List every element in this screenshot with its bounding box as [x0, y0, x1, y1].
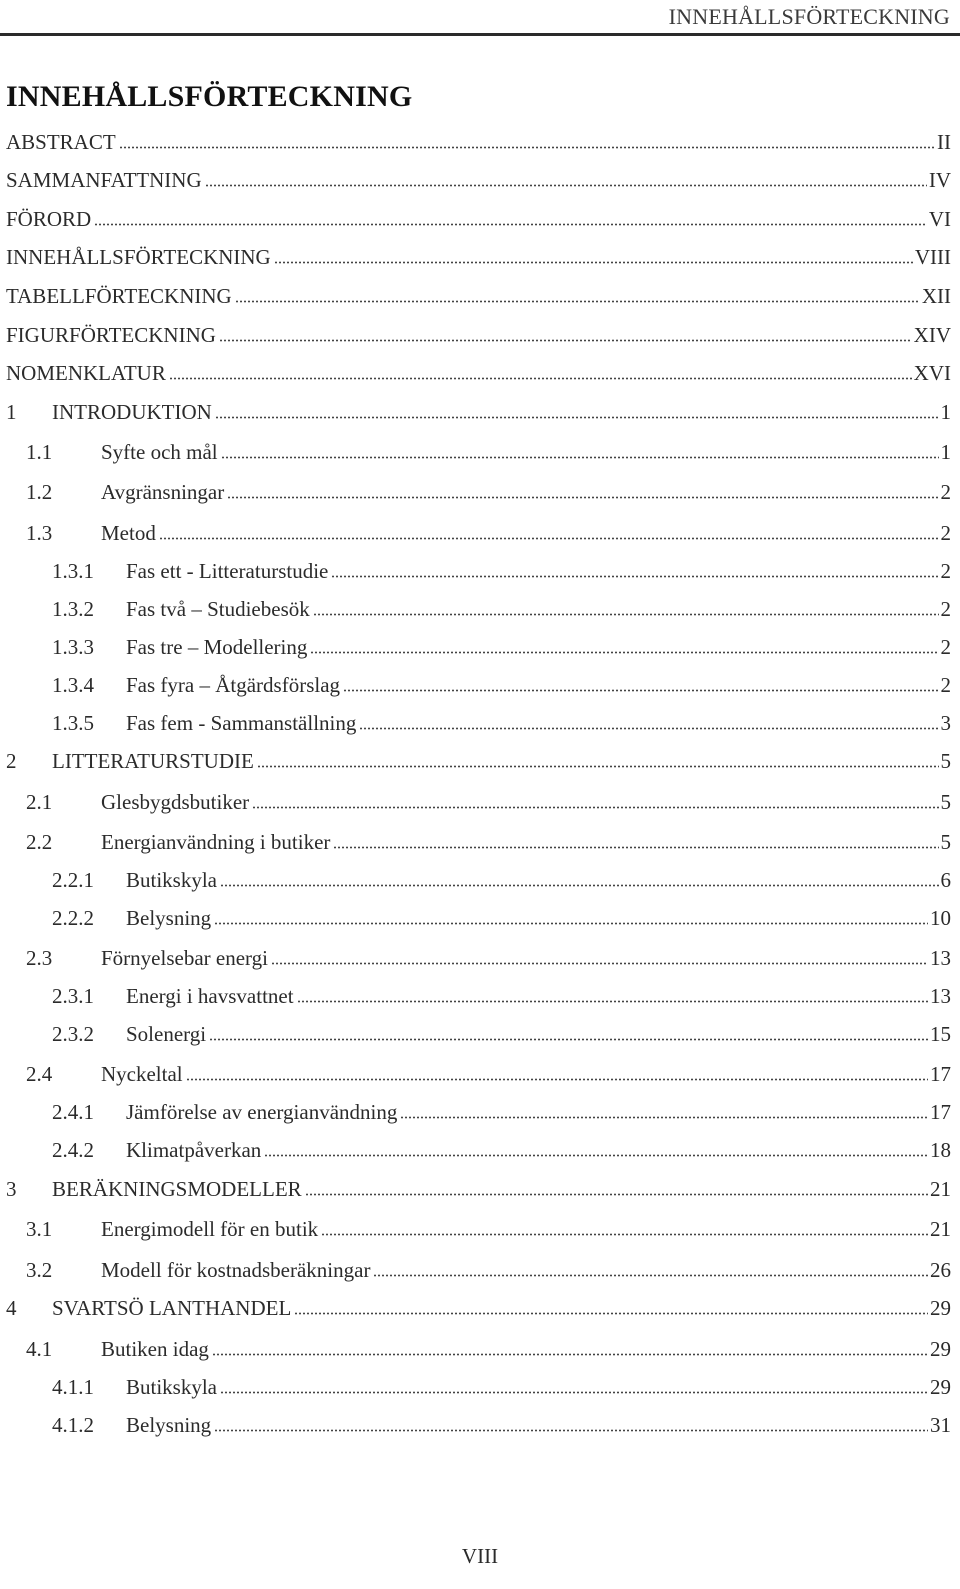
toc-entry-page: 21: [930, 1217, 951, 1242]
toc-entry-page: 15: [930, 1022, 951, 1047]
toc-entry-page: VIII: [914, 245, 951, 270]
toc-entry-number: 4: [6, 1296, 17, 1321]
toc-entry-page: 2: [940, 634, 951, 659]
toc-entry-label: Belysning: [126, 905, 212, 930]
toc-entry-number: 2.2.2: [52, 905, 94, 930]
dot-leader: [331, 575, 938, 578]
toc-entry-label: NOMENKLATUR: [6, 361, 166, 386]
toc-entry-label: BERÄKNINGSMODELLER: [52, 1177, 302, 1202]
toc-entry-number: 2.2: [26, 829, 53, 854]
toc-entry-number: 2.3: [26, 946, 53, 971]
toc-entry-label: Metod: [101, 520, 156, 545]
toc-entry[interactable]: [0, 1202, 960, 1242]
dot-leader: [235, 300, 920, 303]
toc-entry[interactable]: [0, 425, 960, 465]
toc-entry-page: 29: [930, 1374, 951, 1399]
toc-entry-label: ABSTRACT: [6, 129, 116, 154]
toc-entry-page: 6: [940, 867, 951, 892]
toc-entry[interactable]: [0, 1163, 960, 1202]
toc-entry[interactable]: [0, 815, 960, 855]
toc-entry[interactable]: [0, 1009, 960, 1047]
toc-entry[interactable]: [0, 386, 960, 425]
toc-entry-page: XIV: [913, 322, 951, 347]
toc-entry-number: 3: [6, 1177, 17, 1202]
toc-entry-label: SVARTSÖ LANTHANDEL: [52, 1296, 292, 1321]
toc-entry[interactable]: [0, 855, 960, 893]
dot-leader: [313, 613, 939, 616]
dot-leader: [294, 1312, 928, 1315]
toc-entry-label: SAMMANFATTNING: [6, 168, 202, 193]
dot-leader: [214, 1429, 928, 1432]
dot-leader: [264, 1154, 928, 1157]
toc-entry[interactable]: [0, 116, 960, 155]
dot-leader: [220, 1391, 928, 1394]
toc-entry-page: 17: [930, 1062, 951, 1087]
toc-entry[interactable]: [0, 1283, 960, 1322]
toc-entry-label: Fas ett - Litteraturstudie: [126, 558, 329, 583]
toc-entry-label: Energi i havsvattnet: [126, 984, 294, 1009]
toc-entry-page: 5: [940, 829, 951, 854]
toc-entry-label: LITTERATURSTUDIE: [52, 749, 254, 774]
toc-entry[interactable]: [0, 546, 960, 584]
dot-leader: [274, 261, 913, 264]
toc-entry-number: 2.4.2: [52, 1138, 94, 1163]
dot-leader: [215, 416, 939, 419]
dot-leader: [214, 922, 928, 925]
dot-leader: [227, 496, 938, 499]
toc-entry-number: 3.2: [26, 1257, 53, 1282]
toc-entry-page: 18: [930, 1138, 951, 1163]
toc-entry-page: 1: [940, 399, 951, 424]
toc-entry[interactable]: [0, 505, 960, 545]
toc-entry-page: 17: [930, 1100, 951, 1125]
toc-entry[interactable]: [0, 1362, 960, 1400]
toc-entry[interactable]: [0, 1321, 960, 1361]
toc-entry-page: 2: [940, 480, 951, 505]
toc-entry-page: 2: [940, 672, 951, 697]
toc-entry-number: 1.1: [26, 440, 53, 465]
toc-entry-label: Glesbygdsbutiker: [101, 789, 250, 814]
toc-entry[interactable]: [0, 660, 960, 698]
toc-entry[interactable]: [0, 1400, 960, 1438]
toc-entry-number: 1: [6, 399, 17, 424]
dot-leader: [252, 806, 938, 809]
toc-entry[interactable]: [0, 465, 960, 505]
dot-leader: [186, 1078, 928, 1081]
toc-entry-page: 5: [940, 789, 951, 814]
dot-leader: [321, 1233, 928, 1236]
dot-leader: [359, 727, 938, 730]
dot-leader: [271, 962, 928, 965]
dot-leader: [212, 1353, 928, 1356]
toc-entry-number: 1.2: [26, 480, 53, 505]
toc-entry-label: Avgränsningar: [101, 480, 225, 505]
toc-entry-page: 2: [940, 596, 951, 621]
toc-entry[interactable]: [0, 270, 960, 309]
dot-leader: [333, 846, 938, 849]
dot-leader: [220, 884, 938, 887]
toc-entry-label: FIGURFÖRTECKNING: [6, 322, 216, 347]
toc-entry-label: Butikskyla: [126, 867, 218, 892]
toc-entry-label: Fas två – Studiebesök: [126, 596, 310, 621]
dot-leader: [400, 1116, 928, 1119]
toc-entry-label: Jämförelse av energianvändning: [126, 1100, 398, 1125]
toc-entry[interactable]: [0, 971, 960, 1009]
dot-leader: [221, 456, 939, 459]
toc-entry[interactable]: [0, 774, 960, 814]
toc-entry-number: 2.1: [26, 789, 53, 814]
toc-entry-label: INTRODUKTION: [52, 399, 212, 424]
toc-entry-label: Fas fyra – Åtgärdsförslag: [126, 672, 341, 697]
toc-entry-label: Fas tre – Modellering: [126, 634, 308, 659]
toc-entry-page: 2: [940, 558, 951, 583]
toc-entry-page: II: [937, 129, 951, 154]
dot-leader: [343, 689, 938, 692]
toc-entry-page: 3: [940, 710, 951, 735]
dot-leader: [310, 651, 938, 654]
toc-entry[interactable]: [0, 1125, 960, 1163]
toc-entry-number: 2.3.2: [52, 1022, 94, 1047]
toc-entry-page: 5: [940, 749, 951, 774]
toc-entry-number: 4.1.1: [52, 1374, 94, 1399]
dot-leader: [169, 377, 912, 380]
dot-leader: [219, 339, 912, 342]
toc-entry-page: 26: [930, 1257, 951, 1282]
toc-entry[interactable]: [0, 1242, 960, 1282]
running-header: INNEHÅLLSFÖRTECKNING: [668, 4, 950, 29]
toc-entry[interactable]: [0, 193, 960, 232]
toc-list: [0, 116, 960, 1438]
toc-entry-number: 1.3.2: [52, 596, 94, 621]
toc-entry-number: 2.2.1: [52, 867, 94, 892]
toc-entry-number: 2: [6, 749, 17, 774]
page-number: VIII: [461, 1544, 499, 1568]
dot-leader: [373, 1274, 928, 1277]
toc-entry-number: 2.3.1: [52, 984, 94, 1009]
toc-entry-label: Förnyelsebar energi: [101, 946, 268, 971]
toc-entry-page: 31: [930, 1412, 951, 1437]
dot-leader: [159, 537, 939, 540]
toc-entry-label: Nyckeltal: [101, 1062, 183, 1087]
toc-entry-label: Syfte och mål: [101, 440, 218, 465]
toc-entry-label: Modell för kostnadsberäkningar: [101, 1257, 371, 1282]
toc-entry-page: 10: [930, 905, 951, 930]
toc-entry-page: VI: [928, 206, 951, 231]
toc-entry[interactable]: [0, 348, 960, 387]
toc-entry-label: INNEHÅLLSFÖRTECKNING: [6, 245, 271, 270]
toc-entry[interactable]: [0, 309, 960, 348]
toc-entry-page: 2: [940, 520, 951, 545]
toc-entry[interactable]: [0, 584, 960, 622]
header-rule: [0, 33, 960, 36]
dot-leader: [119, 146, 935, 149]
dot-leader: [205, 184, 927, 187]
toc-entry-label: Butiken idag: [101, 1336, 209, 1361]
toc-entry-label: Energianvändning i butiker: [101, 829, 331, 854]
dot-leader: [297, 1000, 928, 1003]
toc-entry-number: 4.1.2: [52, 1412, 94, 1437]
toc-entry-page: IV: [928, 168, 951, 193]
toc-entry-number: 1.3: [26, 520, 53, 545]
toc-entry-label: Butikskyla: [126, 1374, 218, 1399]
toc-entry[interactable]: [0, 698, 960, 736]
toc-entry[interactable]: [0, 622, 960, 660]
toc-entry-page: XVI: [913, 361, 951, 386]
toc-entry-number: 4.1: [26, 1336, 53, 1361]
toc-entry[interactable]: [0, 1047, 960, 1087]
toc-entry-number: 1.3.3: [52, 634, 94, 659]
toc-entry-number: 1.3.4: [52, 672, 94, 697]
toc-entry[interactable]: [0, 931, 960, 971]
dot-leader: [94, 223, 927, 226]
toc-entry-label: Fas fem - Sammanställning: [126, 710, 357, 735]
toc-entry-label: FÖRORD: [6, 206, 92, 231]
toc-entry-page: 29: [930, 1296, 951, 1321]
toc-entry[interactable]: [0, 155, 960, 194]
dot-leader: [209, 1038, 928, 1041]
toc-entry[interactable]: [0, 1087, 960, 1125]
toc-entry-label: Belysning: [126, 1412, 212, 1437]
toc-entry-number: 1.3.5: [52, 710, 94, 735]
toc-entry-label: Solenergi: [126, 1022, 207, 1047]
toc-entry-number: 3.1: [26, 1217, 53, 1242]
toc-entry-page: 29: [930, 1336, 951, 1361]
toc-entry-page: 13: [930, 946, 951, 971]
toc-entry[interactable]: [0, 736, 960, 775]
toc-entry-label: Klimatpåverkan: [126, 1138, 262, 1163]
toc-entry-page: 1: [940, 440, 951, 465]
dot-leader: [305, 1193, 928, 1196]
toc-entry-label: Energimodell för en butik: [101, 1217, 319, 1242]
toc-entry-label: TABELLFÖRTECKNING: [6, 283, 232, 308]
toc-title: INNEHÅLLSFÖRTECKNING: [6, 80, 413, 113]
toc-entry-page: XII: [921, 283, 951, 308]
toc-entry-number: 2.4.1: [52, 1100, 94, 1125]
dot-leader: [257, 765, 939, 768]
toc-entry-page: 21: [930, 1177, 951, 1202]
toc-entry-number: 1.3.1: [52, 558, 94, 583]
toc-entry-page: 13: [930, 984, 951, 1009]
toc-entry[interactable]: [0, 232, 960, 271]
toc-entry-number: 2.4: [26, 1062, 53, 1087]
toc-entry[interactable]: [0, 893, 960, 931]
